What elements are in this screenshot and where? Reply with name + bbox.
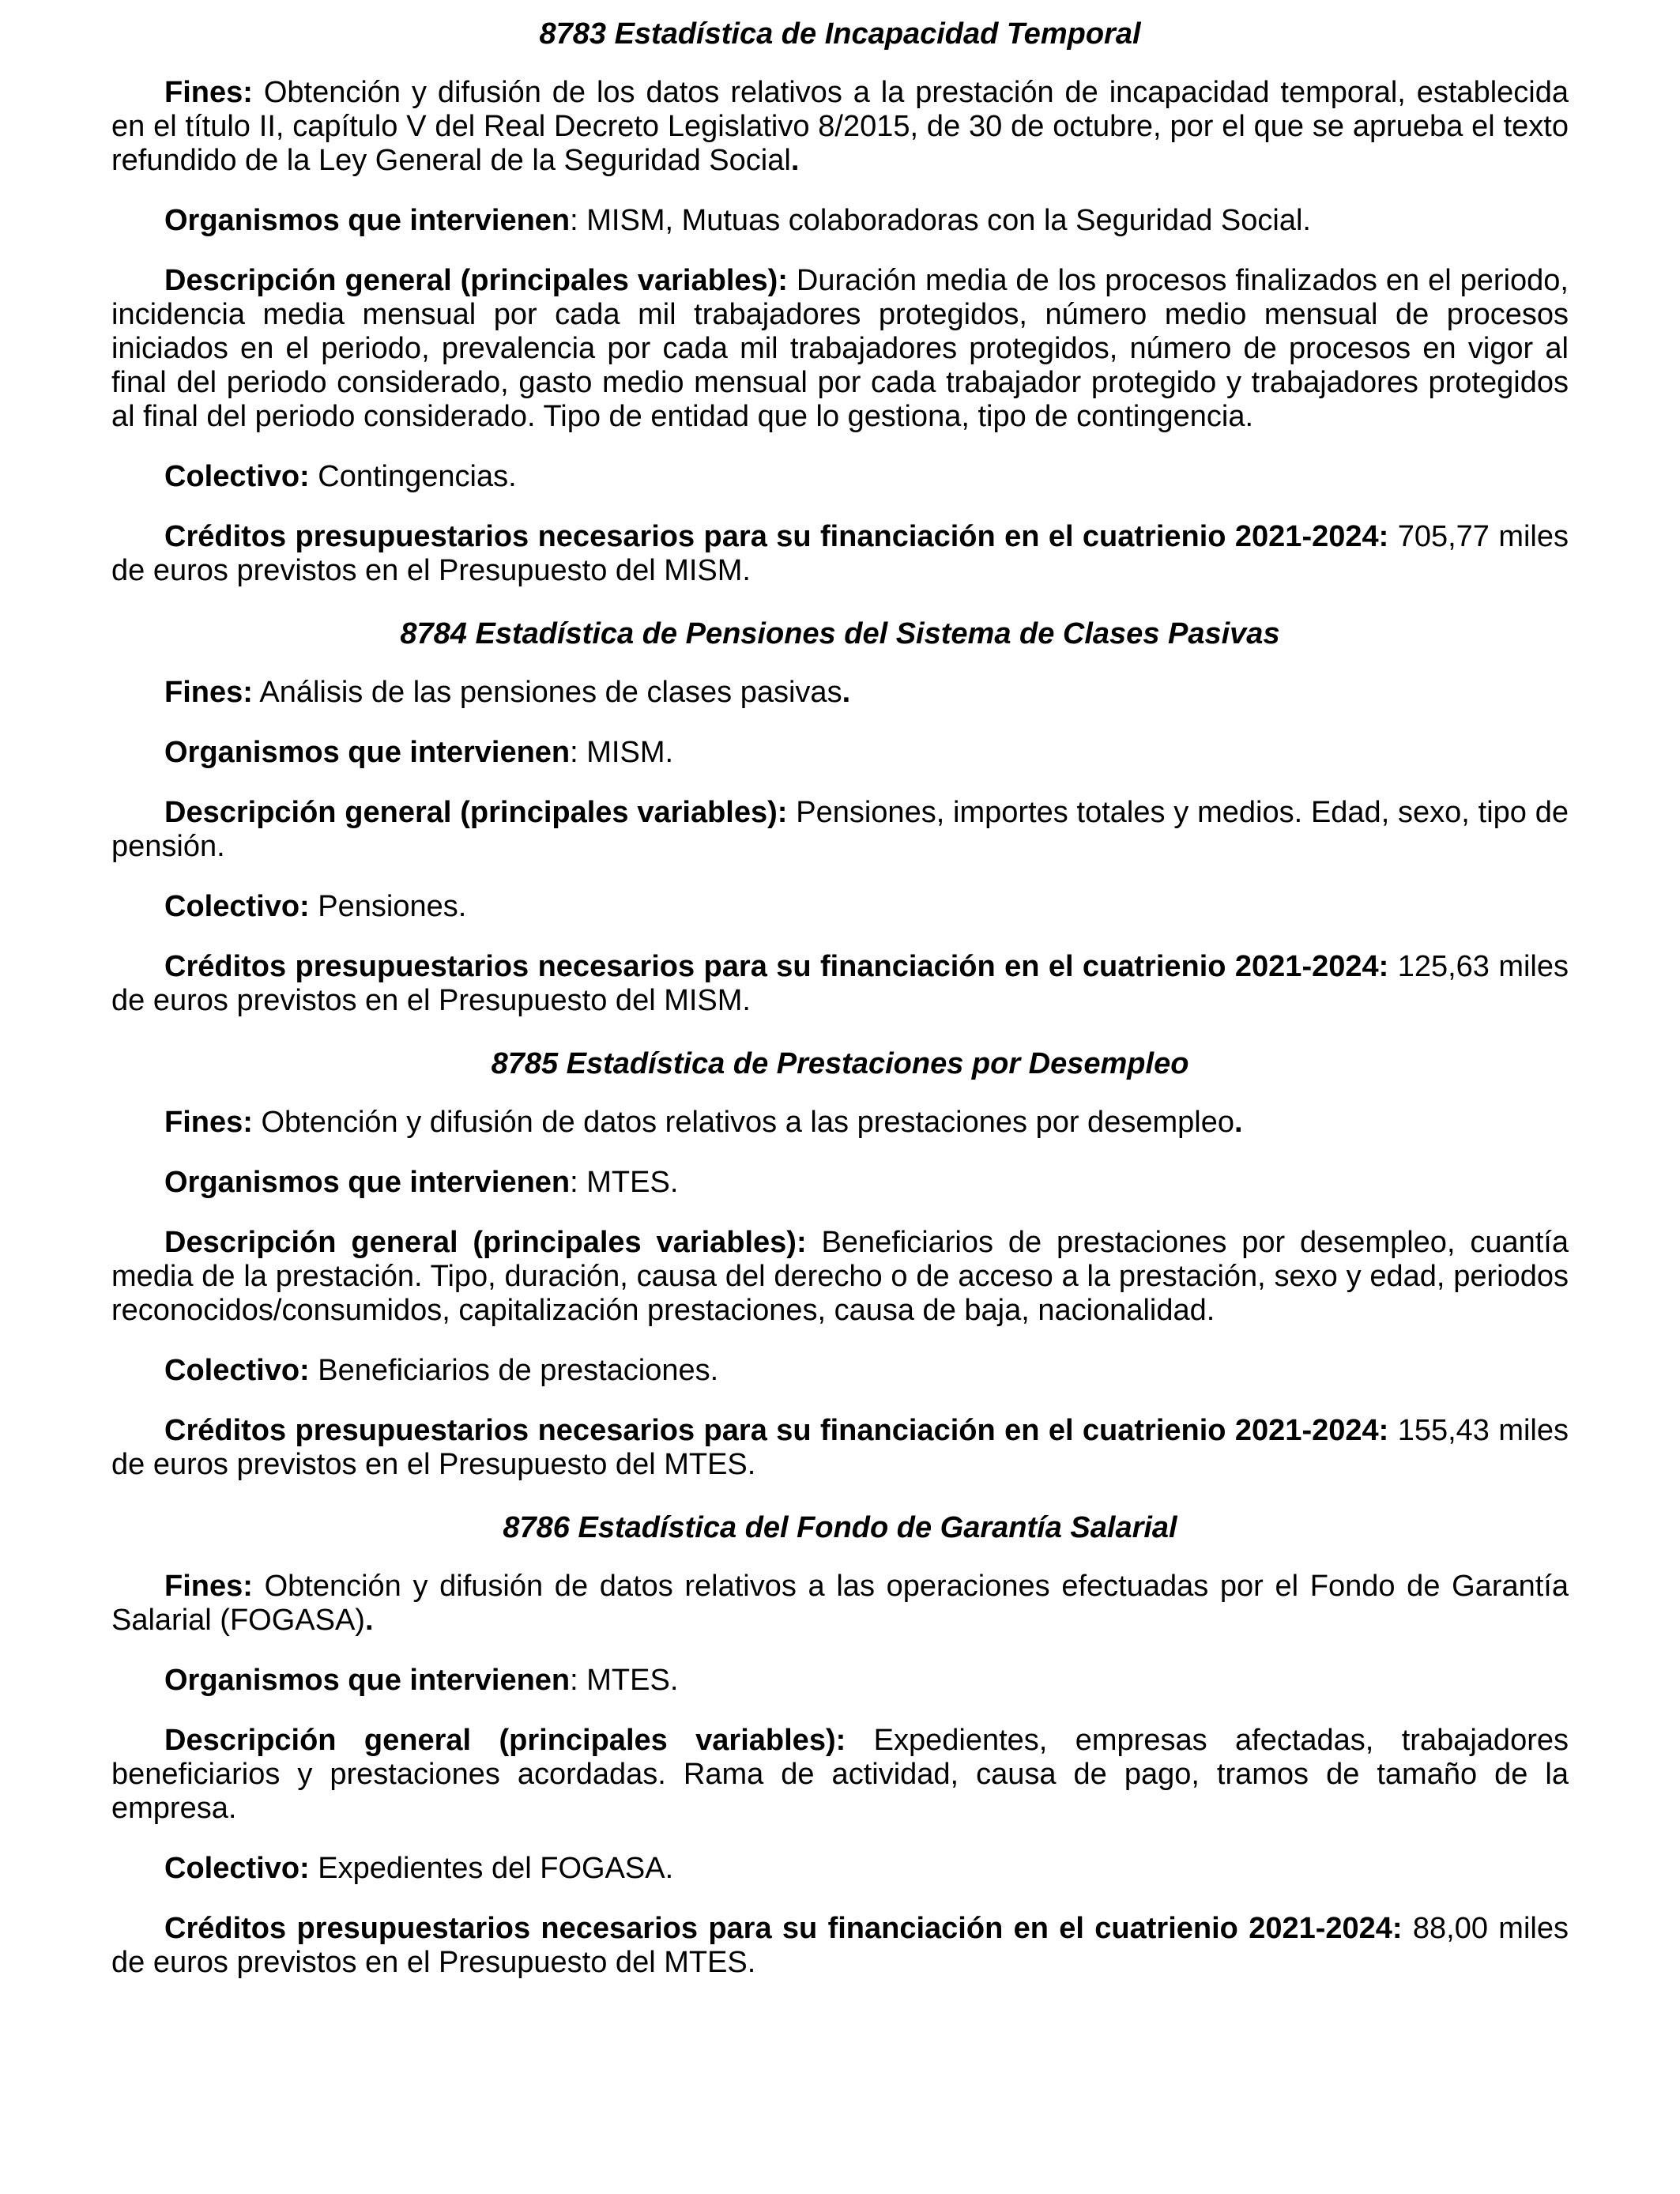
fines-end: . — [842, 676, 851, 709]
fines-label: Fines: — [164, 1106, 253, 1139]
section-title: 8785 Estadística de Prestaciones por Desempleo — [491, 1047, 1189, 1080]
fines-label: Fines: — [164, 1570, 253, 1603]
organismos-paragraph — [111, 204, 1569, 238]
colectivo-text: Expedientes del FOGASA. — [309, 1852, 674, 1885]
descripcion-paragraph — [111, 796, 1569, 864]
creditos-text: 125,63 miles de euros previstos en el Presupuesto del MISM. — [111, 950, 1569, 1017]
fines-paragraph — [111, 1106, 1569, 1140]
organismos-text: : MISM. — [570, 736, 674, 769]
document-page — [111, 0, 1569, 2006]
organismos-text: : MISM, Mutuas colaboradoras con la Seguridad Social. — [570, 204, 1311, 237]
creditos-label: Créditos presupuestarios necesarios para su financiación en el cuatrienio 2021-2024: — [164, 1912, 1403, 1945]
colectivo-text: Pensiones. — [309, 890, 467, 923]
descripcion-label: Descripción general (principales variables): — [164, 1226, 807, 1259]
descripcion-text: Beneficiarios de prestaciones por desempleo, cuantía media de la prestación. Tipo, duración, causa del derecho o de acceso a la prestación, sexo y edad, periodos reconocidos/consumidos, capitalización prestaciones, causa de baja, nacionalidad. — [111, 1226, 1569, 1327]
organismos-label: Organismos que intervienen — [164, 1166, 571, 1199]
section-8785 — [111, 1044, 1569, 1482]
section-8786 — [111, 1508, 1569, 1980]
creditos-paragraph — [111, 1414, 1569, 1482]
organismos-label: Organismos que intervienen — [164, 736, 571, 769]
section-8783 — [111, 14, 1569, 588]
colectivo-paragraph — [111, 890, 1569, 924]
colectivo-text: Beneficiarios de prestaciones. — [309, 1354, 719, 1387]
creditos-paragraph — [111, 950, 1569, 1018]
colectivo-paragraph — [111, 460, 1569, 494]
descripcion-paragraph — [111, 1226, 1569, 1328]
fines-end: . — [364, 1604, 374, 1637]
colectivo-label: Colectivo: — [164, 460, 310, 493]
descripcion-text: Expedientes, empresas afectadas, trabajadores beneficiarios y prestaciones acordadas. Rama de actividad, causa de pago, tramos de tamaño de la empresa. — [111, 1724, 1569, 1825]
section-title: 8784 Estadística de Pensiones del Sistema de Clases Pasivas — [400, 617, 1280, 650]
organismos-text: : MTES. — [570, 1166, 679, 1199]
colectivo-label: Colectivo: — [164, 1852, 310, 1885]
creditos-text: 155,43 miles de euros previstos en el Presupuesto del MTES. — [111, 1414, 1569, 1481]
fines-paragraph — [111, 676, 1569, 710]
descripcion-label: Descripción general (principales variables): — [164, 796, 788, 829]
descripcion-paragraph — [111, 1724, 1569, 1826]
fines-text: Obtención y difusión de datos relativos a las prestaciones por desempleo — [252, 1106, 1234, 1139]
descripcion-label: Descripción general (principales variables): — [164, 1724, 846, 1757]
creditos-label: Créditos presupuestarios necesarios para su financiación en el cuatrienio 2021-2024: — [164, 520, 1389, 553]
colectivo-text: Contingencias. — [309, 460, 517, 493]
creditos-label: Créditos presupuestarios necesarios para su financiación en el cuatrienio 2021-2024: — [164, 950, 1389, 983]
descripcion-label: Descripción general (principales variables): — [164, 264, 788, 297]
fines-label: Fines: — [164, 676, 253, 709]
creditos-paragraph — [111, 520, 1569, 588]
descripcion-text: Pensiones, importes totales y medios. Edad, sexo, tipo de pensión. — [111, 796, 1569, 863]
organismos-label: Organismos que intervienen — [164, 1664, 571, 1697]
descripcion-paragraph — [111, 264, 1569, 434]
descripcion-text: Duración media de los procesos finalizados en el periodo, incidencia media mensual por cada mil trabajadores protegidos, número medio mensual de procesos iniciados en el periodo, prevalencia por cada mil trabajadores protegidos, número de procesos en vigor al final del periodo considerado, gasto medio mensual por cada trabajador protegido y trabajadores protegidos al final del periodo considerado. Tipo de entidad que lo gestiona, tipo de contingencia. — [111, 264, 1569, 433]
colectivo-paragraph — [111, 1852, 1569, 1886]
creditos-text: 705,77 miles de euros previstos en el Presupuesto del MISM. — [111, 520, 1569, 587]
colectivo-label: Colectivo: — [164, 1354, 310, 1387]
section-8784 — [111, 614, 1569, 1018]
organismos-paragraph — [111, 736, 1569, 770]
colectivo-label: Colectivo: — [164, 890, 310, 923]
section-title: 8786 Estadística del Fondo de Garantía Salarial — [503, 1511, 1177, 1544]
fines-end: . — [1234, 1106, 1243, 1139]
creditos-paragraph — [111, 1912, 1569, 1980]
section-title: 8783 Estadística de Incapacidad Temporal — [539, 17, 1141, 51]
organismos-text: : MTES. — [570, 1664, 679, 1697]
fines-paragraph — [111, 1570, 1569, 1638]
organismos-paragraph — [111, 1664, 1569, 1698]
fines-text: Obtención y difusión de datos relativos a las operaciones efectuadas por el Fondo de Garantía Salarial (FOGASA) — [111, 1570, 1569, 1637]
fines-label: Fines: — [164, 76, 253, 109]
fines-text: Obtención y difusión de los datos relativos a la prestación de incapacidad temporal, establecida en el título II, capítulo V del Real Decreto Legislativo 8/2015, de 30 de octubre, por el que se aprueba el texto refundido de la Ley General de la Seguridad Social — [111, 76, 1569, 177]
colectivo-paragraph — [111, 1354, 1569, 1388]
organismos-paragraph — [111, 1166, 1569, 1200]
creditos-label: Créditos presupuestarios necesarios para su financiación en el cuatrienio 2021-2024: — [164, 1414, 1389, 1447]
organismos-label: Organismos que intervienen — [164, 204, 571, 237]
fines-end: . — [790, 144, 800, 177]
creditos-text: 88,00 miles de euros previstos en el Presupuesto del MTES. — [111, 1912, 1569, 1979]
fines-text: Análisis de las pensiones de clases pasivas — [252, 676, 842, 709]
fines-paragraph — [111, 76, 1569, 178]
